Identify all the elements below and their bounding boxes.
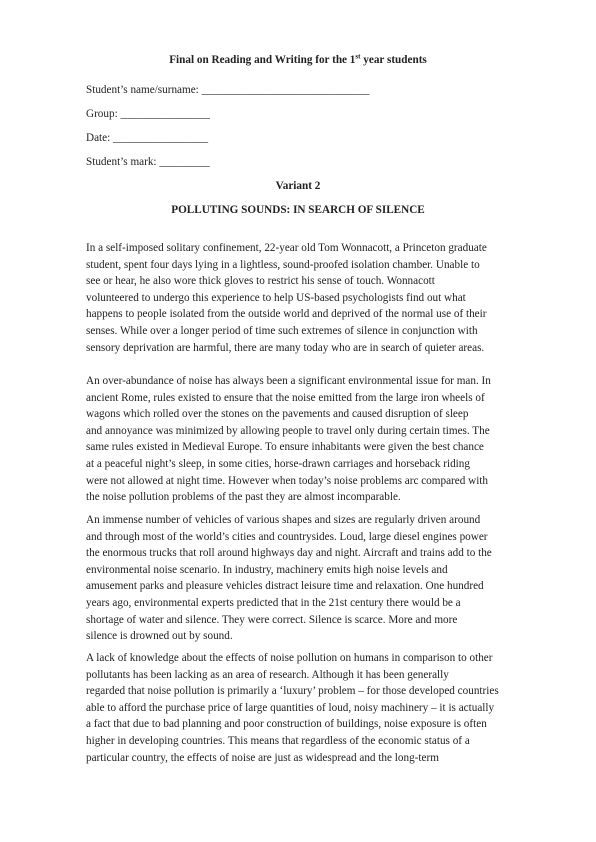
article-heading: POLLUTING SOUNDS: IN SEARCH OF SILENCE xyxy=(171,204,425,216)
text-line: In a self-imposed solitary confinement, 22-year old Tom Wonnacott, a Princeton graduate xyxy=(86,242,487,254)
text-line: regarded that noise pollution is primarily a ‘luxury’ problem – for those developed countries xyxy=(86,685,499,698)
text-line: volunteered to undergo this experience to help US-based psychologists find out what xyxy=(86,291,466,304)
title-superscript: st xyxy=(355,52,361,61)
text-line: amusement parks and pleasure vehicles distract leisure time and relaxation. One hundred xyxy=(86,580,484,593)
text-line: wagons which rolled over the stones on the pavements and caused disruption of sleep xyxy=(86,408,469,421)
text-line: senses. While over a longer period of time such extremes of silence in conjunction with xyxy=(86,324,478,337)
paragraph-4 xyxy=(86,650,536,766)
document-title xyxy=(0,54,596,66)
text-line: same rules existed in Medieval Europe. To ensure inhabitants were given the best chance xyxy=(86,441,484,454)
text-line: environmental noise scenario. In industry, machinery emits high noise levels and xyxy=(86,563,448,576)
paragraph-3 xyxy=(86,512,536,645)
text-line: particular country, the effects of noise are just as widespread and the long-term xyxy=(86,751,439,764)
text-line: and through most of the world’s cities and countrysides. Loud, large diesel engines power xyxy=(86,530,488,543)
text-line: see or hear, he also wore thick gloves to restrict his sense of touch. Wonnacott xyxy=(86,275,435,288)
variant-label: Variant 2 xyxy=(275,180,321,192)
text-line: student, spent four days lying in a lightless, sound-proofed isolation chamber. Unable to xyxy=(86,258,480,271)
date-field: Date: _________________ xyxy=(86,132,209,144)
text-line: years ago, environmental experts predicted that in the 21st century there would be a xyxy=(86,596,461,609)
student-mark-field: Student’s mark: _________ xyxy=(86,156,210,168)
text-line: happens to people isolated from the outside world and deprived of the normal use of their xyxy=(86,308,487,321)
student-name-field: Student’s name/surname: ______________________________ xyxy=(86,84,370,96)
text-line: shortage of water and silence. They were correct. Silence is scarce. More and more xyxy=(86,613,458,626)
text-line: the noise pollution problems of the past they are almost incomparable. xyxy=(86,491,401,504)
text-line: a fact that due to bad planning and poor construction of buildings, noise exposure is often xyxy=(86,718,487,731)
text-line: ancient Rome, rules existed to ensure that the noise emitted from the large iron wheels of xyxy=(86,391,485,404)
title-main: Final on Reading and Writing for the 1 xyxy=(169,54,356,66)
text-line: the enormous trucks that roll around highways day and night. Aircraft and trains add to the xyxy=(86,547,492,560)
paragraph-2 xyxy=(86,373,536,506)
text-line: and annoyance was minimized by allowing people to travel only during certain times. The xyxy=(86,424,490,437)
text-line: pollutants has been lacking as an area of research. Although it has been generally xyxy=(86,668,449,681)
text-line: at a peaceful night’s sleep, in some cities, horse-drawn carriages and horseback riding xyxy=(86,457,470,470)
text-line: An over-abundance of noise has always been a significant environmental issue for man. In xyxy=(86,375,491,387)
text-line: able to afford the purchase price of large quantities of loud, noisy machinery – it is actually xyxy=(86,701,495,714)
text-line: were not allowed at night time. However when today’s noise problems arc compared with xyxy=(86,474,489,487)
title-end: year students xyxy=(360,54,427,66)
text-line: higher in developing countries. This means that regardless of the economic status of a xyxy=(86,734,470,747)
text-line: sensory deprivation are harmful, there are many today who are in search of quieter areas. xyxy=(86,341,485,354)
text-line: An immense number of vehicles of various shapes and sizes are regularly driven around xyxy=(86,514,481,526)
text-line: silence is drowned out by sound. xyxy=(86,630,233,643)
paragraph-1 xyxy=(86,240,536,356)
group-field: Group: ________________ xyxy=(86,108,210,120)
text-line: A lack of knowledge about the effects of noise pollution on humans in comparison to other xyxy=(86,652,493,664)
